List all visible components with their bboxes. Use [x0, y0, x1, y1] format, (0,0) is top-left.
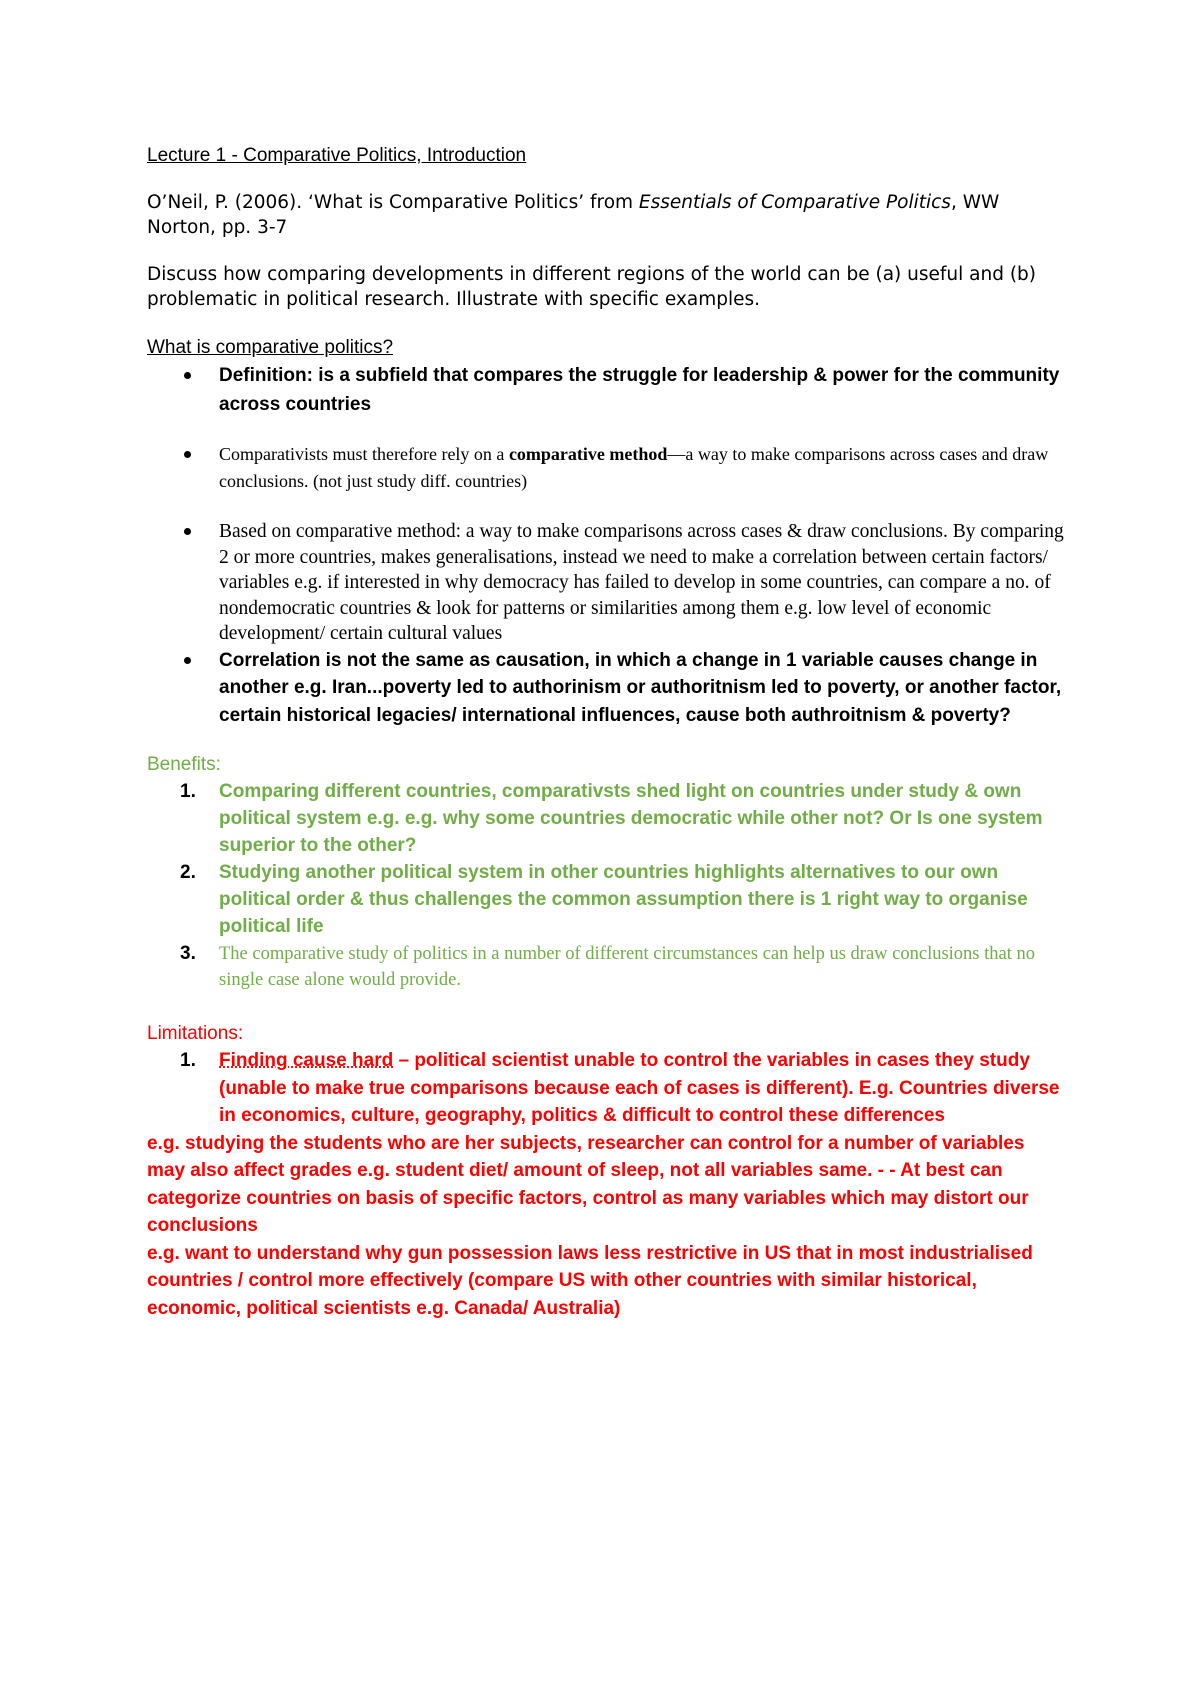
bullet-icon	[184, 528, 191, 535]
comparative-method-term: comparative method	[508, 444, 668, 464]
bullet-text: Based on comparative method: a way to make comparisons across cases & draw conclusions. By comparing 2 or more countries, makes generalisations, instead we need to make a correlation between certain factors/ variables e.g. if interested in why democracy has failed to develop in some countries, can compare a no. of nondemocratic countries & look for patterns or similarities among them e.g. low level of economic development/ certain cultural values	[219, 521, 1064, 644]
bullet-text-post: —a way to make comparisons across cases and draw conclusions. (not just study diff. countries)	[219, 444, 1049, 491]
reference-suffix: , WW Norton, pp. 3-7	[147, 192, 1000, 238]
what-is-list	[147, 361, 1067, 729]
list-item	[147, 1047, 1067, 1130]
list-item	[147, 441, 1067, 495]
list-number: 1.	[180, 1050, 196, 1071]
benefits-list	[147, 778, 1067, 993]
benefit-text: Comparing different countries, comparativsts shed light on countries under study & own political system e.g. e.g. why some countries democratic while other not? Or Is one system superior to the other?	[219, 781, 1043, 856]
list-item	[147, 519, 1067, 647]
definition-text: Definition: is a subfield that compares the struggle for leadership & power for the community across countries	[219, 365, 1060, 415]
list-item	[147, 647, 1067, 730]
bullet-icon	[184, 451, 191, 458]
benefit-text: The comparative study of politics in a number of different circumstances can help us draw conclusions that no single case alone would provide.	[219, 944, 1035, 990]
bullet-icon	[184, 372, 191, 379]
essay-question: Discuss how comparing developments in different regions of the world can be (a) useful and (b) problematic in political research. Illustrate with specific examples.	[147, 264, 1037, 310]
section-heading-what-is: What is comparative politics?	[147, 337, 394, 358]
reference-prefix: O’Neil, P. (2006). ‘What is Comparative Politics’ from	[147, 192, 639, 213]
limitation-example-2: e.g. want to understand why gun possession laws less restrictive in US that in most industrialised countries / control more effectively (compare US with other countries with similar historical, economic, political scientists e.g. Canada/ Australia)	[147, 1242, 1033, 1319]
list-item	[147, 361, 1067, 419]
list-number: 2.	[180, 862, 196, 883]
list-item	[147, 859, 1067, 940]
bullet-text: Correlation is not the same as causation, in which a change in 1 variable causes change in another e.g. Iran...poverty led to authorinism or authoritnism led to poverty, or another factor, certain historical legacies/ international influences, cause both authroitnism & poverty?	[219, 649, 1062, 726]
list-number: 3.	[180, 943, 196, 964]
limitations-heading: Limitations:	[147, 1023, 244, 1044]
limitation-example-1: e.g. studying the students who are her subjects, researcher can control for a number of variables may also affect grades e.g. student diet/ amount of sleep, not all variables same. - - At best can categorize countries on basis of specific factors, control as many variables which may distort our conclusions	[147, 1132, 1029, 1236]
benefits-heading: Benefits:	[147, 754, 221, 775]
reference-book-title: Essentials of Comparative Politics	[638, 192, 951, 213]
limitation-text: – political scientist unable to control the variables in cases they study (unable to make true comparisons because each of cases is different). E.g. Countries diverse in economics, culture, geography, politics & difficult to control these differences	[219, 1050, 1060, 1126]
list-item	[147, 941, 1067, 993]
benefit-text: Studying another political system in other countries highlights alternatives to our own political order & thus challenges the common assumption there is 1 right way to organise political life	[219, 862, 1028, 937]
reference	[147, 190, 1067, 240]
finding-cause-hard: Finding cause hard	[219, 1050, 394, 1071]
document-page	[147, 143, 1067, 1322]
list-number: 1.	[180, 781, 196, 802]
bullet-text-pre: Comparativists must therefore rely on a	[219, 444, 509, 464]
bullet-icon	[184, 657, 191, 664]
limitations-list	[147, 1047, 1067, 1130]
list-item	[147, 778, 1067, 859]
lecture-title: Lecture 1 - Comparative Politics, Introduction	[147, 145, 527, 166]
